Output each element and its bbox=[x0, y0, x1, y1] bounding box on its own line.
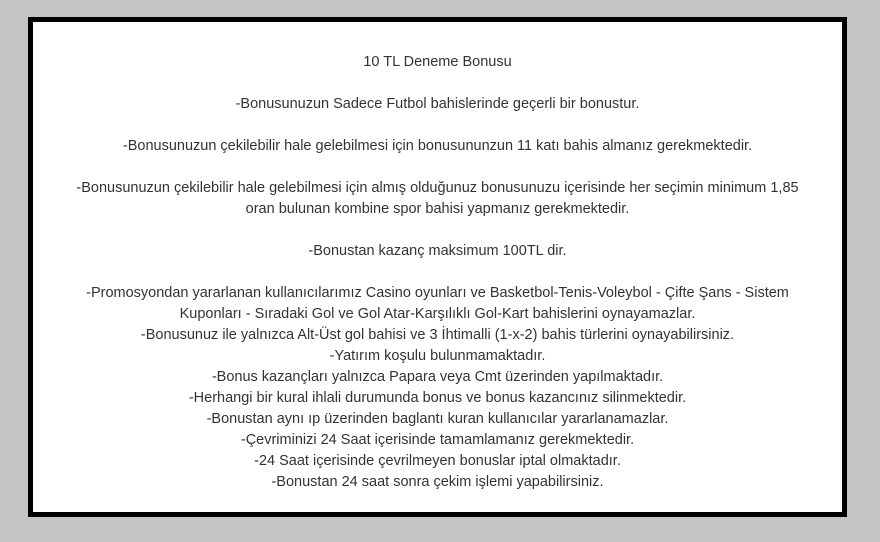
rule-line-3: -Yatırım koşulu bulunmamaktadır. bbox=[329, 348, 546, 364]
rule-line-9: -Bonustan 24 saat sonra çekim işlemi yapabilirsiniz. bbox=[271, 474, 604, 490]
rule-line-4: -Bonus kazançları yalnızca Papara veya Cmt üzerinden yapılmaktadır. bbox=[211, 369, 664, 385]
rule-line-1: -Promosyondan yararlanan kullanıcılarımız Casino oyunları ve Basketbol-Tenis-Voleybol - Çifte Şans - Sistem Kuponları - Sıradaki Gol ve Gol Atar-Karşılıklı Gol-Kart bahislerini oynayamazlar. bbox=[86, 285, 789, 322]
rule-line-7: -Çevriminizi 24 Saat içerisinde tamamlamanız gerekmektedir. bbox=[240, 432, 635, 448]
terms-paragraph-3: -Bonusunuzun çekilebilir hale gelebilmesi için almış olduğunuz bonusunuzu içerisinde her seçimin minimum 1,85 oran bulunan kombine spor bahisi yapmanız gerekmektedir. bbox=[76, 180, 799, 217]
terms-paragraph-2: -Bonusunuzun çekilebilir hale gelebilmesi için bonusununzun 11 katı bahis almanız gerekmektedir. bbox=[122, 138, 753, 154]
rule-line-2: -Bonusunuz ile yalnızca Alt-Üst gol bahisi ve 3 İhtimalli (1-x-2) bahis türlerini oynayabilirsiniz. bbox=[140, 327, 735, 343]
rule-line-8: -24 Saat içerisinde çevrilmeyen bonuslar iptal olmaktadır. bbox=[254, 453, 621, 469]
terms-paragraph-1: -Bonusunuzun Sadece Futbol bahislerinde geçerli bir bonustur. bbox=[235, 96, 640, 112]
rule-line-5: -Herhangi bir kural ihlali durumunda bonus ve bonus kazancınız silinmektedir. bbox=[188, 390, 687, 406]
rule-line-6: -Bonustan aynı ıp üzerinden baglantı kuran kullanıcılar yararlanamazlar. bbox=[206, 411, 669, 427]
terms-paragraph-4: -Bonustan kazanç maksimum 100TL dir. bbox=[308, 243, 567, 259]
bonus-terms-card bbox=[28, 17, 847, 517]
bonus-terms-content bbox=[33, 52, 842, 493]
bonus-title: 10 TL Deneme Bonusu bbox=[363, 54, 512, 70]
